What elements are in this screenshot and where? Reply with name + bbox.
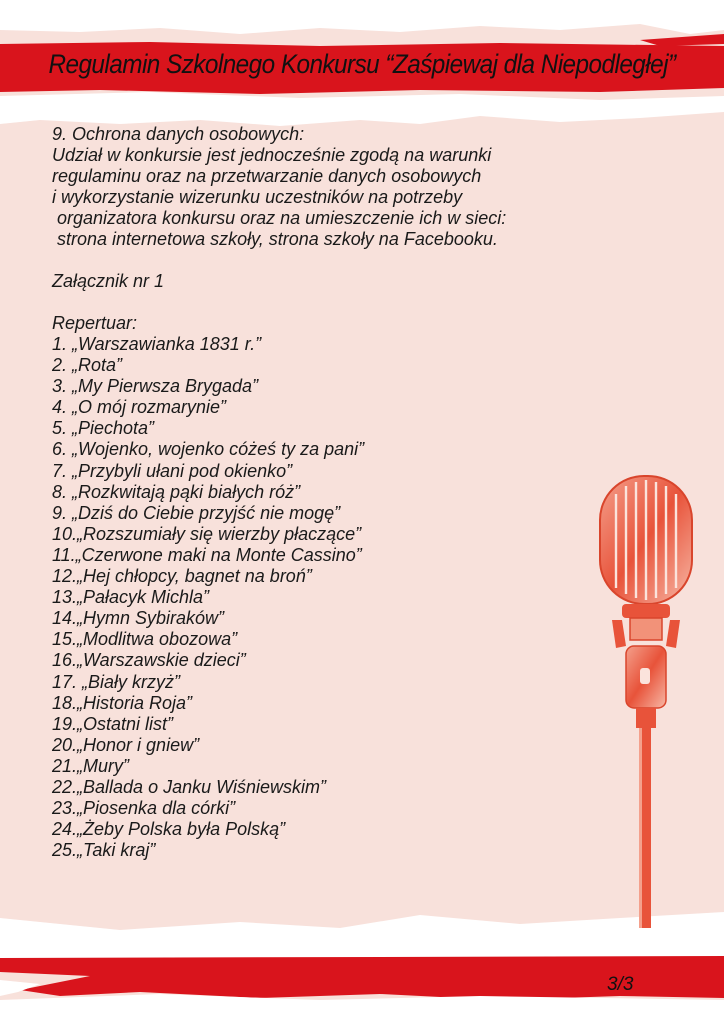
list-item: 24.„Żeby Polska była Polską” [52,819,286,840]
section-9-line: i wykorzystanie wizerunku uczestników na potrzeby [52,187,463,207]
section-9-line: organizatora konkursu oraz na umieszczenie ich w sieci: [52,208,507,228]
page-title: Regulamin Szkolnego Konkursu “Zaśpiewaj dla Niepodległej” [48,49,676,79]
list-item: 1. „Warszawianka 1831 r.” [52,334,262,354]
list-item: 9. „Dziś do Ciebie przyjść nie mogę” [52,502,341,523]
list-item: 19.„Ostatni list” [52,713,174,734]
microphone-icon [586,470,706,930]
list-item: 3. „My Pierwsza Brygada” [52,376,259,397]
section-9-line: regulaminu oraz na przetwarzanie danych osobowych [52,166,482,186]
document-body [52,124,652,861]
list-item: 23.„Piosenka dla córki” [52,798,236,819]
list-item: 12.„Hej chłopcy, bagnet na broń” [52,566,312,587]
list-item: 17. „Biały krzyż” [52,671,181,692]
list-item: 20.„Honor i gniew” [52,734,200,755]
list-item: 14.„Hymn Sybiraków” [52,608,225,629]
list-item: 11.„Czerwone maki na Monte Cassino” [52,544,362,565]
list-item: 5. „Piechota” [52,418,155,439]
annex-label: Załącznik nr 1 [52,271,165,291]
list-item: 16.„Warszawskie dzieci” [52,650,246,671]
list-item: 21.„Mury” [52,755,130,776]
list-item: 10.„Rozszumiały się wierzby płaczące” [52,523,362,544]
list-item: 22.„Ballada o Janku Wiśniewskim” [52,776,326,797]
list-item: 13.„Pałacyk Michla” [52,587,210,608]
list-item: 18.„Historia Roja” [52,692,193,713]
list-item: 6. „Wojenko, wojenko cóżeś ty za pani” [52,439,365,460]
list-item: 7. „Przybyli ułani pod okienko” [52,460,293,481]
list-item: 4. „O mój rozmarynie” [52,397,227,418]
list-item: 15.„Modlitwa obozowa” [52,629,238,650]
repertoire-list [52,334,652,861]
repertoire-heading: Repertuar: [52,313,138,333]
page-number: 3/3 [607,974,634,995]
list-item: 25.„Taki kraj” [52,840,156,861]
list-item: 2. „Rota” [52,355,123,376]
section-9-line: Udział w konkursie jest jednocześnie zgodą na warunki [52,145,492,165]
section-9-line: strona internetowa szkoły, strona szkoły na Facebooku. [52,229,498,249]
section-9-heading: 9. Ochrona danych osobowych: [52,124,305,144]
list-item: 8. „Rozkwitają pąki białych róż” [52,481,301,502]
